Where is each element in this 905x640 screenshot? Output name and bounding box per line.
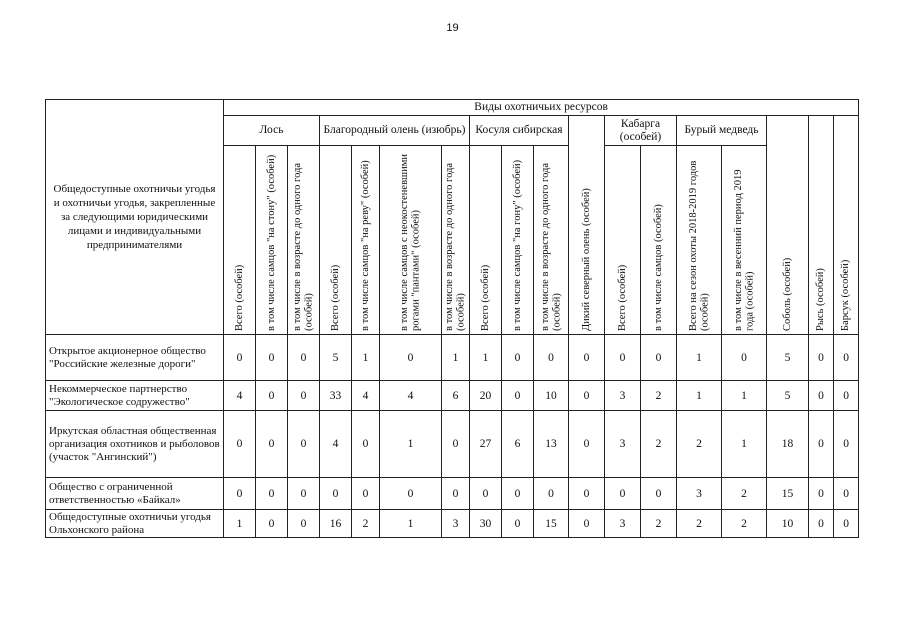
sub-elk-males: в том числе самцов "на стону" (особей) [256, 146, 288, 335]
table-cell: 0 [352, 411, 380, 478]
table-cell: 13 [534, 411, 569, 478]
sub-bb-season: Всего на сезон охоты 2018-2019 годов (особей) [677, 146, 722, 335]
table-cell: 0 [224, 411, 256, 478]
table-cell: 20 [470, 381, 502, 411]
sub-rd-total: Всего (особей) [320, 146, 352, 335]
table-cell: 0 [442, 478, 470, 510]
table-row [46, 335, 859, 381]
table-cell: 3 [605, 381, 641, 411]
row-organization: Некоммерческое партнерство "Экологическое содружество" [46, 381, 224, 411]
table-cell: 1 [224, 510, 256, 538]
table-cell: 0 [288, 335, 320, 381]
page-number: 19 [446, 22, 459, 34]
table-cell: 5 [767, 381, 809, 411]
table-cell: 0 [442, 411, 470, 478]
group-sable: Соболь (особей) [767, 116, 809, 335]
table-cell: 0 [502, 381, 534, 411]
group-brown-bear: Бурый медведь [677, 116, 767, 146]
table-cell: 10 [534, 381, 569, 411]
table-cell: 0 [320, 478, 352, 510]
sub-rd-males: в том числе самцов "на реву" (особей) [352, 146, 380, 335]
table-cell: 0 [605, 335, 641, 381]
table-cell: 1 [442, 335, 470, 381]
table-cell: 3 [605, 411, 641, 478]
table-cell: 3 [605, 510, 641, 538]
row-organization: Общедоступные охотничьи угодья Ольхонского района [46, 510, 224, 538]
table-cell: 0 [722, 335, 767, 381]
table-cell: 1 [677, 335, 722, 381]
table-cell: 0 [256, 381, 288, 411]
table-cell: 0 [834, 335, 859, 381]
table-cell: 30 [470, 510, 502, 538]
table-cell: 0 [569, 381, 605, 411]
table-cell: 5 [767, 335, 809, 381]
table-cell: 6 [442, 381, 470, 411]
table-row [46, 411, 859, 478]
table-cell: 0 [809, 411, 834, 478]
table-cell: 0 [569, 411, 605, 478]
sub-roe-young: в том числе в возрасте до одного года (особей) [534, 146, 569, 335]
table-cell: 0 [502, 478, 534, 510]
sub-elk-total: Всего (особей) [224, 146, 256, 335]
table-cell: 0 [534, 335, 569, 381]
table-cell: 1 [352, 335, 380, 381]
table-cell: 0 [288, 381, 320, 411]
table-cell: 4 [380, 381, 442, 411]
table-cell: 0 [256, 510, 288, 538]
group-roe-deer: Косуля сибирская [470, 116, 569, 146]
table-cell: 3 [677, 478, 722, 510]
table-cell: 0 [834, 411, 859, 478]
table-cell: 0 [809, 335, 834, 381]
table-cell: 1 [380, 411, 442, 478]
table-cell: 0 [224, 335, 256, 381]
table-cell: 2 [641, 411, 677, 478]
table-cell: 0 [809, 478, 834, 510]
sub-elk-young: в том числе в возрасте до одного года (особей) [288, 146, 320, 335]
table-cell: 0 [502, 510, 534, 538]
corner-header: Общедоступные охотничьи угодья и охотничьи угодья, закрепленные за следующими юридическими лицами и индивидуальными предпринимателями [46, 100, 224, 335]
table-cell: 4 [320, 411, 352, 478]
table-cell: 0 [641, 478, 677, 510]
hunting-resources-table [45, 99, 859, 538]
table-cell: 0 [569, 478, 605, 510]
table-cell: 2 [677, 510, 722, 538]
sub-bb-spring: в том числе в весенний период 2019 года (особей) [722, 146, 767, 335]
table-cell: 1 [677, 381, 722, 411]
table-cell: 0 [352, 478, 380, 510]
table-row [46, 510, 859, 538]
table-cell: 2 [641, 510, 677, 538]
group-badger: Барсук (особей) [834, 116, 859, 335]
resources-title: Виды охотничьих ресурсов [224, 100, 859, 116]
table-cell: 0 [256, 411, 288, 478]
table-cell: 1 [470, 335, 502, 381]
sub-md-total: Всего (особей) [605, 146, 641, 335]
sub-rd-antlers: в том числе самцов с неокостеневшими рогами "пантами" (особей) [380, 146, 442, 335]
table-cell: 0 [470, 478, 502, 510]
table-cell: 33 [320, 381, 352, 411]
table-cell: 2 [641, 381, 677, 411]
table-cell: 0 [641, 335, 677, 381]
table-cell: 0 [256, 478, 288, 510]
table-cell: 15 [767, 478, 809, 510]
table-row [46, 478, 859, 510]
table-cell: 0 [502, 335, 534, 381]
table-cell: 2 [352, 510, 380, 538]
table-cell: 1 [380, 510, 442, 538]
group-lynx: Рысь (особей) [809, 116, 834, 335]
table-cell: 6 [502, 411, 534, 478]
sub-roe-total: Всего (особей) [470, 146, 502, 335]
table-cell: 1 [722, 381, 767, 411]
row-organization: Общество с ограниченной ответственностью «Байкал» [46, 478, 224, 510]
table-cell: 15 [534, 510, 569, 538]
group-elk: Лось [224, 116, 320, 146]
table-row [46, 381, 859, 411]
table-cell: 16 [320, 510, 352, 538]
sub-roe-males: в том числе самцов "на гону" (особей) [502, 146, 534, 335]
sub-md-males: в том числе самцов (особей) [641, 146, 677, 335]
row-organization: Иркутская областная общественная организация охотников и рыболовов (участок "Ангинский") [46, 411, 224, 478]
sub-rd-young: в том числе в возрасте до одного года (особей) [442, 146, 470, 335]
table-cell: 0 [809, 381, 834, 411]
table-cell: 0 [380, 335, 442, 381]
table-cell: 27 [470, 411, 502, 478]
table-cell: 0 [569, 510, 605, 538]
table-cell: 0 [834, 478, 859, 510]
table-cell: 2 [722, 478, 767, 510]
table-cell: 0 [288, 510, 320, 538]
table-cell: 0 [834, 510, 859, 538]
table-cell: 18 [767, 411, 809, 478]
table-cell: 0 [380, 478, 442, 510]
table-cell: 0 [809, 510, 834, 538]
table-cell: 2 [677, 411, 722, 478]
table-cell: 1 [722, 411, 767, 478]
table-cell: 0 [288, 478, 320, 510]
table-cell: 4 [224, 381, 256, 411]
row-organization: Открытое акционерное общество "Российские железные дороги" [46, 335, 224, 381]
table-cell: 5 [320, 335, 352, 381]
table-cell: 0 [288, 411, 320, 478]
table-cell: 0 [224, 478, 256, 510]
table-cell: 10 [767, 510, 809, 538]
table-cell: 0 [834, 381, 859, 411]
table-cell: 3 [442, 510, 470, 538]
group-red-deer: Благородный олень (изюбрь) [320, 116, 470, 146]
group-reindeer: Дикий северный олень (особей) [569, 116, 605, 335]
table-cell: 0 [569, 335, 605, 381]
table-cell: 0 [256, 335, 288, 381]
group-musk-deer: Кабарга (особей) [605, 116, 677, 146]
table-cell: 0 [605, 478, 641, 510]
table-cell: 2 [722, 510, 767, 538]
table-cell: 0 [534, 478, 569, 510]
table-cell: 4 [352, 381, 380, 411]
